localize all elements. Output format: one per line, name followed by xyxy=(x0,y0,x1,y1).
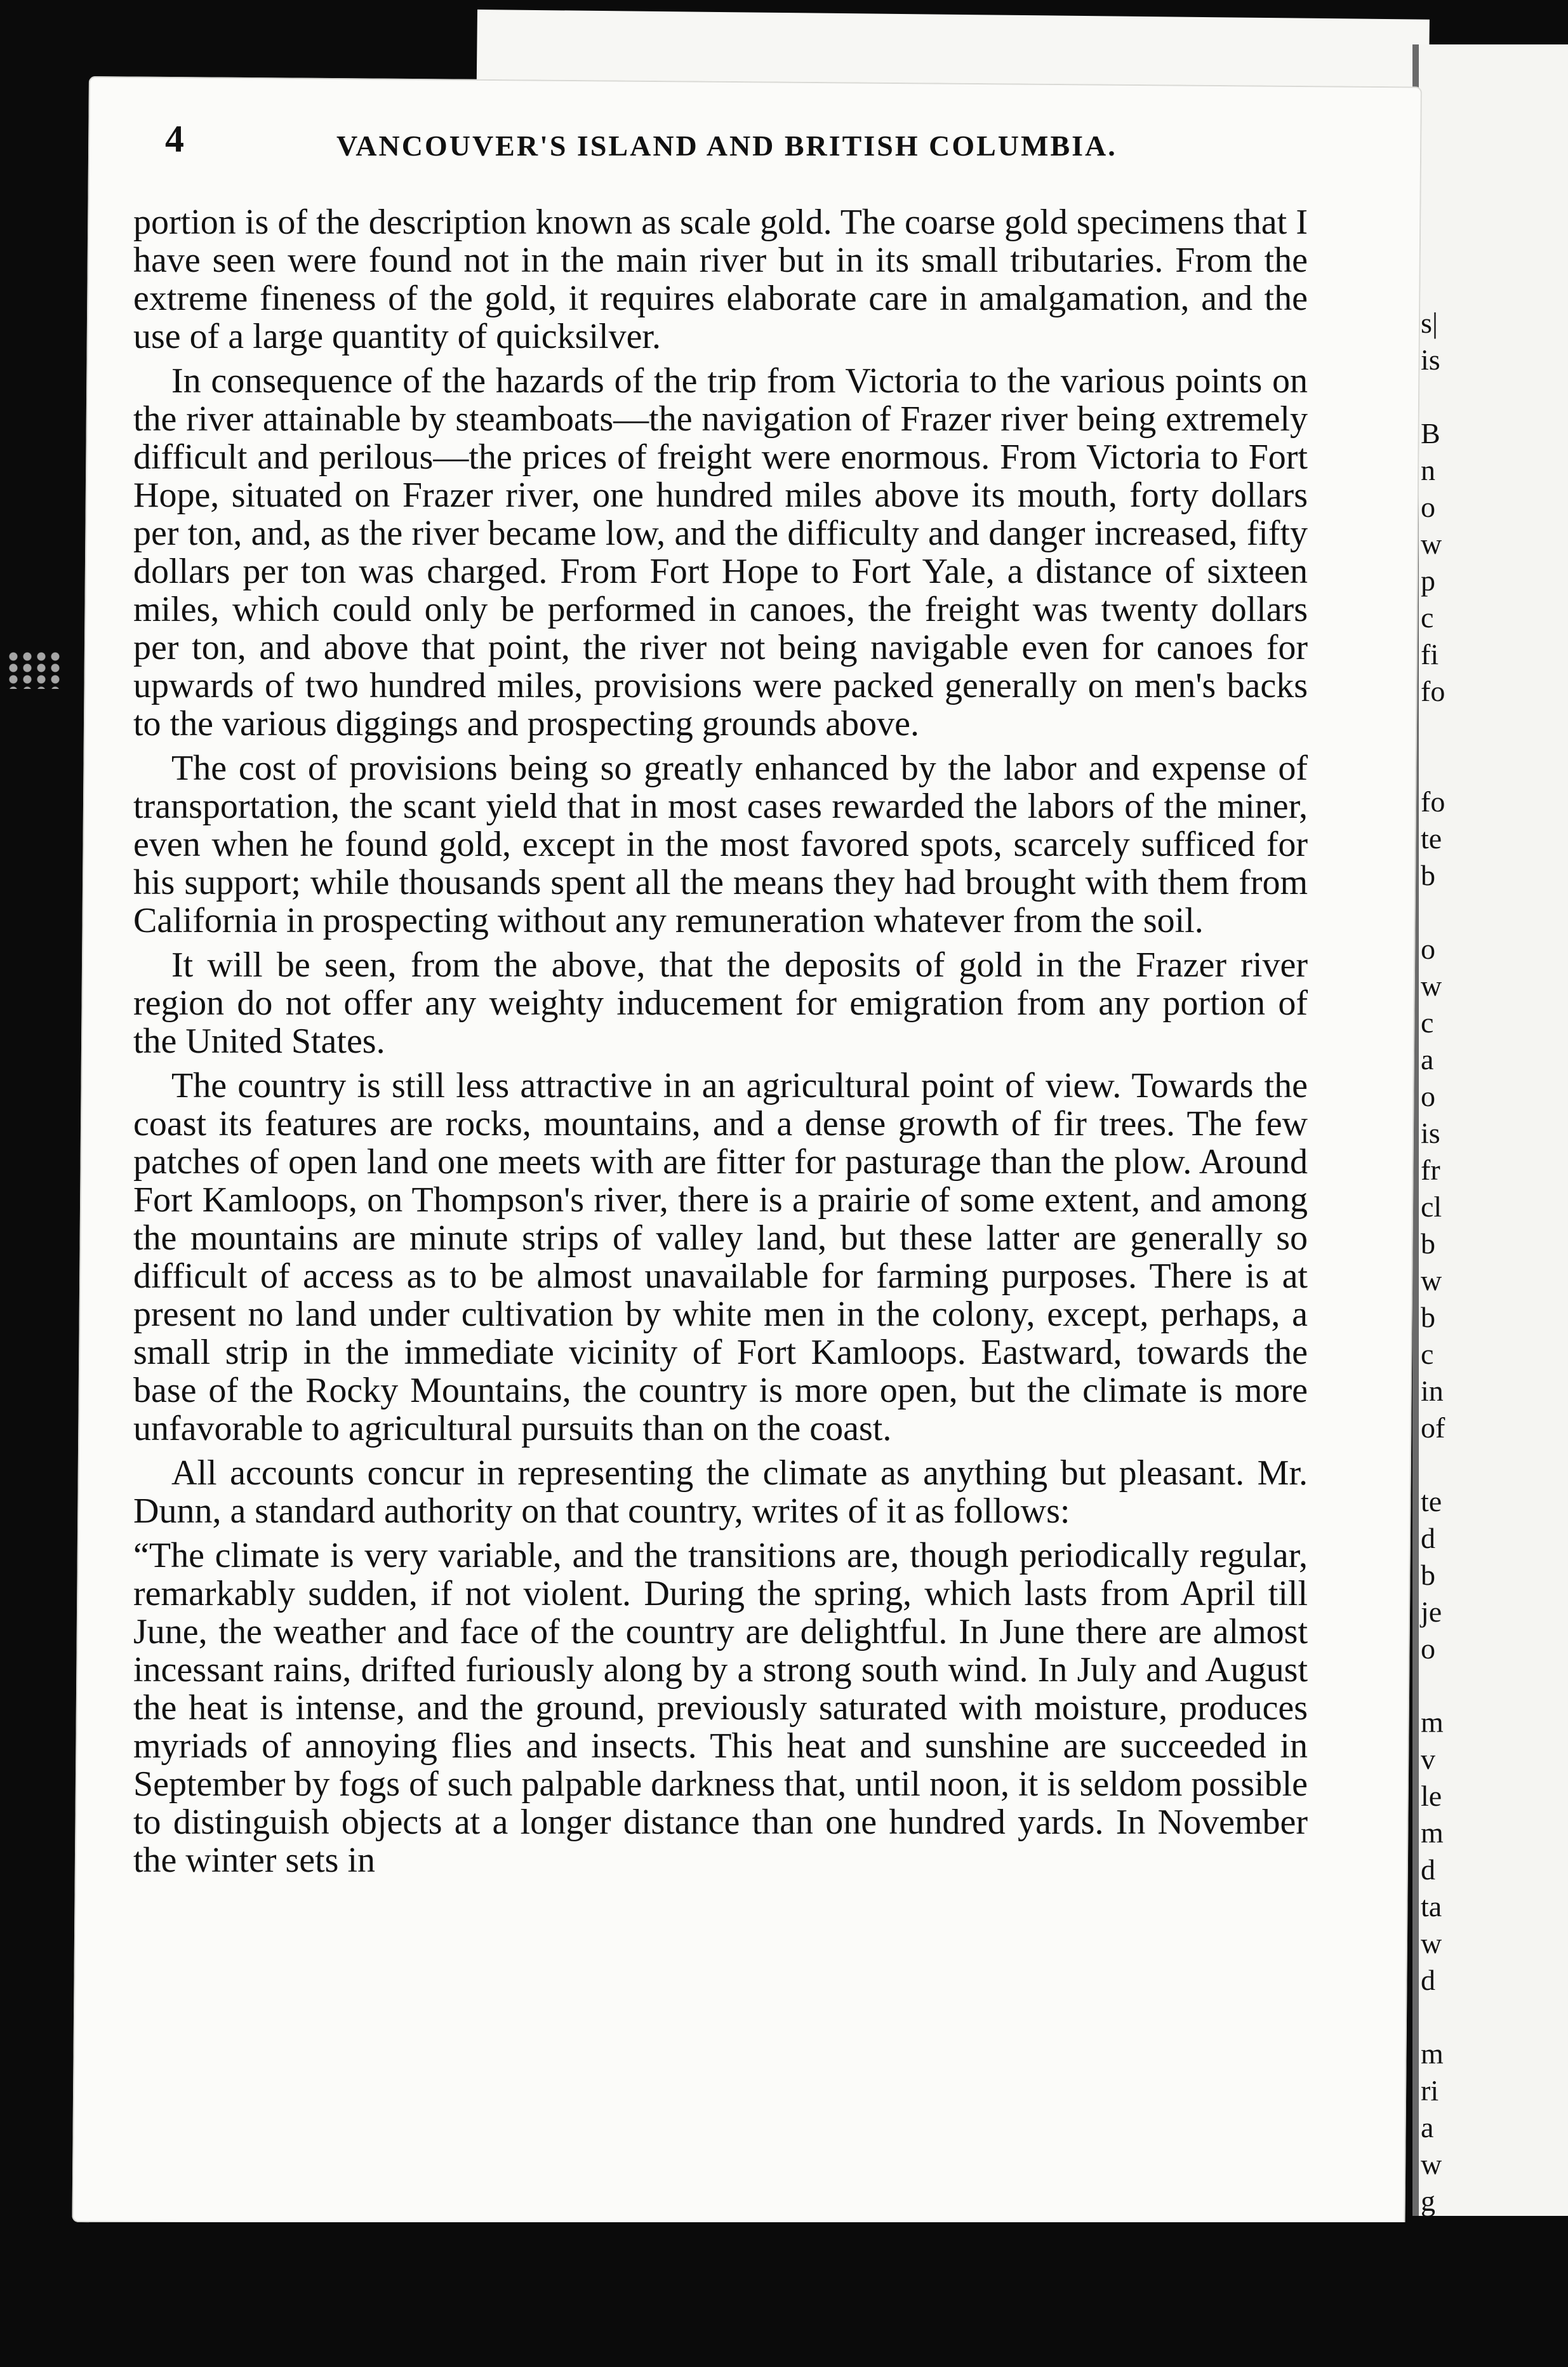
paragraph: In consequence of the hazards of the trip from Victoria to the various points on the river attainable by steamboats—the navigation of Frazer river being extremely difficult and perilous—the prices of freight were enormous. From Victoria to Fort Hope, situated on Frazer river, one hundred miles above its mouth, forty dollars per ton, and, as the river became low, and the difficulty and danger increased, fifty dollars per ton was charged. From Fort Hope to Fort Yale, a distance of sixteen miles, which could only be performed in canoes, the freight was twenty dollars per ton, and above that point, the river not being navigable even for canoes for upwards of two hundred miles, provisions were packed generally on men's backs to the various diggings and prospecting grounds above. xyxy=(133,361,1308,743)
scan-artifact xyxy=(6,651,63,689)
adjacent-fragment-line: o xyxy=(1421,1632,1435,1665)
adjacent-fragment-line xyxy=(1421,710,1562,747)
adjacent-fragment-line xyxy=(1421,1446,1562,1483)
adjacent-fragment-line: w xyxy=(1421,2148,1442,2180)
adjacent-fragment-line: c xyxy=(1421,1006,1434,1039)
adjacent-fragment-line: o xyxy=(1421,491,1435,523)
paragraph: It will be seen, from the above, that the deposits of gold in the Frazer river region do not offer any weighty inducement for emigration from any portion of the United States. xyxy=(133,945,1308,1061)
adjacent-fragment-line: w xyxy=(1421,1927,1442,1959)
adjacent-fragment-line xyxy=(1421,1667,1562,1704)
adjacent-fragment-line: c xyxy=(1421,601,1434,634)
adjacent-fragment-line: a xyxy=(1421,2111,1434,2144)
adjacent-fragment-line: g xyxy=(1421,2185,1435,2217)
adjacent-fragment-line: fo xyxy=(1421,785,1445,818)
running-title: VANCOUVER'S ISLAND AND BRITISH COLUMBIA. xyxy=(336,130,1117,162)
adjacent-fragment-line: b xyxy=(1421,1227,1435,1260)
adjacent-fragment-line xyxy=(1421,747,1562,783)
adjacent-fragment-line: is xyxy=(1421,343,1440,376)
adjacent-fragment-line: cl xyxy=(1421,1190,1442,1223)
adjacent-fragment-line: b xyxy=(1421,859,1435,891)
paragraph: portion is of the description known as scale gold. The coarse gold specimens that I have seen were found not in the main river but in its small tributaries. From the extreme fineness of the gold, it requires elaborate care in amalgamation, and the use of a large quantity of quicksilver. xyxy=(133,203,1308,356)
paragraph: The cost of provisions being so greatly enhanced by the labor and expense of transportation, the scant yield that in most cases rewarded the labors of the miner, even when he found gold, except in the most favored spots, scarcely sufficed for his support; while thousands spent all the means they had brought with them from California in prospecting without any remuneration whatever from the soil. xyxy=(133,749,1308,940)
adjacent-fragment-line: fi xyxy=(1421,638,1439,670)
adjacent-fragment-line: in xyxy=(1421,1375,1444,1407)
adjacent-fragment-line xyxy=(1421,1999,1562,2036)
adjacent-fragment-line: ri xyxy=(1421,2074,1439,2107)
adjacent-fragment-line: w xyxy=(1421,528,1442,560)
adjacent-fragment-line: a xyxy=(1421,1043,1434,1076)
adjacent-fragment-line: m xyxy=(1421,1817,1444,1849)
adjacent-fragment-line: c xyxy=(1421,1338,1434,1370)
adjacent-fragment-line: m xyxy=(1421,1706,1444,1738)
adjacent-fragment-line: fo xyxy=(1421,675,1445,707)
adjacent-fragment-line: n xyxy=(1421,454,1435,486)
adjacent-fragment-line: b xyxy=(1421,1301,1435,1333)
adjacent-fragment-line: ta xyxy=(1421,1890,1442,1923)
adjacent-fragment-line: o xyxy=(1421,1080,1435,1112)
adjacent-fragment-line: d xyxy=(1421,1522,1435,1554)
adjacent-fragment-line: is xyxy=(1421,1117,1440,1149)
adjacent-fragment-line: te xyxy=(1421,822,1442,855)
adjacent-fragment-line: w xyxy=(1421,1264,1442,1297)
adjacent-fragment-line: w xyxy=(1421,970,1442,1002)
adjacent-fragment-line: d xyxy=(1421,1964,1435,1996)
quotation-paragraph: “The climate is very variable, and the transitions are, though periodically regular, remarkably sudden, if not violent. During the spring, which lasts from April till June, the weather and face of the country are delightful. In June there are almost incessant rains, drifted furiously along by a strong south wind. In July and August the heat is intense, and the ground, previously saturated with moisture, produces myriads of annoying flies and insects. This heat and sunshine are succeeded in September by fogs of such palpable darkness that, until noon, it is seldom possible to distinguish objects at a longer distance than one hundred yards. In November the winter sets in xyxy=(133,1536,1308,1880)
adjacent-fragment-line: v xyxy=(1421,1743,1435,1775)
paragraph: The country is still less attractive in an agricultural point of view. Towards the coast its features are rocks, mountains, and a dense growth of fir trees. The few patches of open land one meets with are fitter for pasturage than the plow. Around Fort Kamloops, on Thompson's river, there is a prairie of some extent, and among the mountains are minute strips of valley land, but these latter are generally so difficult of access as to be almost unavailable for farming purposes. There is at present no land under cultivation by white men in the colony, except, perhaps, a small strip in the immediate vicinity of Fort Kamloops. Eastward, towards the base of the Rocky Mountains, the country is more open, but the climate is more unfavorable to agricultural pursuits than on the coast. xyxy=(133,1066,1308,1448)
adjacent-fragment-line: fr xyxy=(1421,1154,1440,1186)
adjacent-fragment-line: o xyxy=(1421,933,1435,965)
page-body xyxy=(133,203,1308,1886)
page-number: 4 xyxy=(165,118,184,160)
adjacent-fragment-line: b xyxy=(1421,1559,1435,1591)
adjacent-fragment-line: m xyxy=(1421,2037,1444,2070)
adjacent-fragment-line: p xyxy=(1421,564,1435,597)
adjacent-fragment-line: of xyxy=(1421,1411,1445,1444)
adjacent-fragment-line: te xyxy=(1421,1485,1442,1517)
adjacent-page-text-fragment xyxy=(1421,305,1562,2217)
adjacent-fragment-line xyxy=(1421,378,1562,415)
paragraph: All accounts concur in representing the climate as anything but pleasant. Mr. Dunn, a standard authority on that country, writes of it as follows: xyxy=(133,1453,1308,1531)
adjacent-fragment-line: je xyxy=(1421,1596,1442,1628)
adjacent-fragment-line: le xyxy=(1421,1780,1442,1812)
adjacent-fragment-line: B xyxy=(1421,417,1440,450)
adjacent-fragment-line: d xyxy=(1421,1853,1435,1886)
scan-border xyxy=(89,2222,1562,2367)
adjacent-fragment-line xyxy=(1421,894,1562,931)
adjacent-fragment-line: s| xyxy=(1421,307,1438,339)
